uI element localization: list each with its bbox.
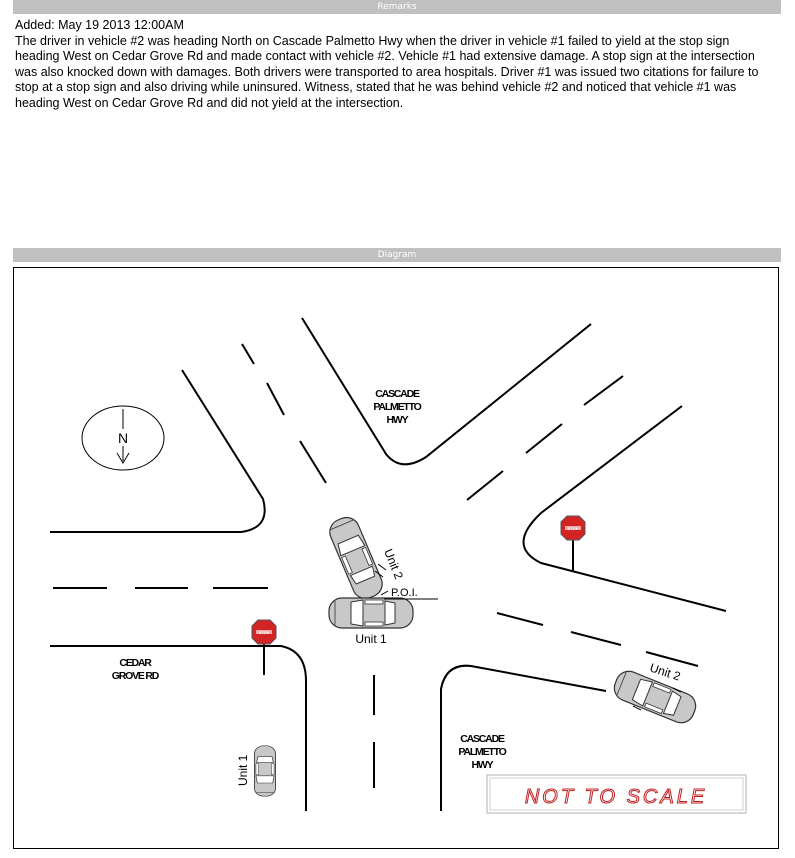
not-to-scale-badge (487, 775, 746, 813)
poi-label: P.O.I. (391, 587, 418, 599)
north-arrow-icon (82, 406, 164, 470)
road-label-cedar-2: GROVE RD (111, 670, 159, 682)
road-edge-nw (50, 370, 265, 532)
road-label-cascade-south-3: HWY (471, 759, 493, 771)
unit1-collision-label: Unit 1 (355, 632, 387, 646)
road-label-cascade-south-2: PALMETTO (458, 746, 506, 758)
road-edge-ne (524, 406, 727, 611)
unit1-approach-label: Unit 1 (236, 754, 250, 786)
unit2-vehicle-collision (326, 513, 386, 602)
diagram-section-header: Diagram (13, 248, 781, 262)
crash-diagram-svg (14, 268, 779, 849)
remarks-added-date: Added: May 19 2013 12:00AM (15, 18, 184, 32)
unit1-vehicle-approach (255, 746, 276, 796)
stop-sign-west-text: STOP (258, 630, 270, 635)
road-label-cedar-1: CEDAR (119, 657, 151, 669)
road-label-cascade-south-1: CASCADE (460, 733, 504, 745)
stop-sign-east (561, 516, 585, 571)
diagram-canvas (13, 267, 779, 849)
unit2-vehicle-approach (610, 667, 699, 726)
not-to-scale-text: NOT TO SCALE (524, 786, 708, 808)
stop-sign-west (252, 620, 276, 675)
remarks-body (15, 18, 775, 111)
unit2-approach-label: Unit 2 (648, 660, 683, 684)
unit1-vehicle-collision (329, 598, 413, 628)
stop-sign-east-text: STOP (567, 526, 579, 531)
unit2-collision-label: Unit 2 (381, 546, 406, 582)
road-label-cascade-north-1: CASCADE (375, 388, 419, 400)
remarks-narrative: The driver in vehicle #2 was heading North on Cascade Palmetto Hwy when the driver in vehicle #1 failed to yield at the stop sign heading West on Cedar Grove Rd and made contact with vehicle #2. Vehicle #1 had extensive damage. A stop sign at the intersection was also knocked down with damages. Both drivers were transported to area hospitals. Driver #1 was issued two citations for failure to stop at a stop sign and also driving while uninsured. Witness, stated that he was behind vehicle #2 and noticed that vehicle #1 was heading West on Cedar Grove Rd and did not yield at the intersection. (15, 33, 759, 110)
compass-label: N (117, 430, 129, 446)
point-of-impact-marker (384, 587, 438, 599)
remarks-section-header: Remarks (13, 0, 781, 14)
road-edge-north (302, 318, 591, 464)
road-label-cascade-north-3: HWY (386, 414, 408, 426)
road-label-cascade-north-2: PALMETTO (373, 401, 421, 413)
